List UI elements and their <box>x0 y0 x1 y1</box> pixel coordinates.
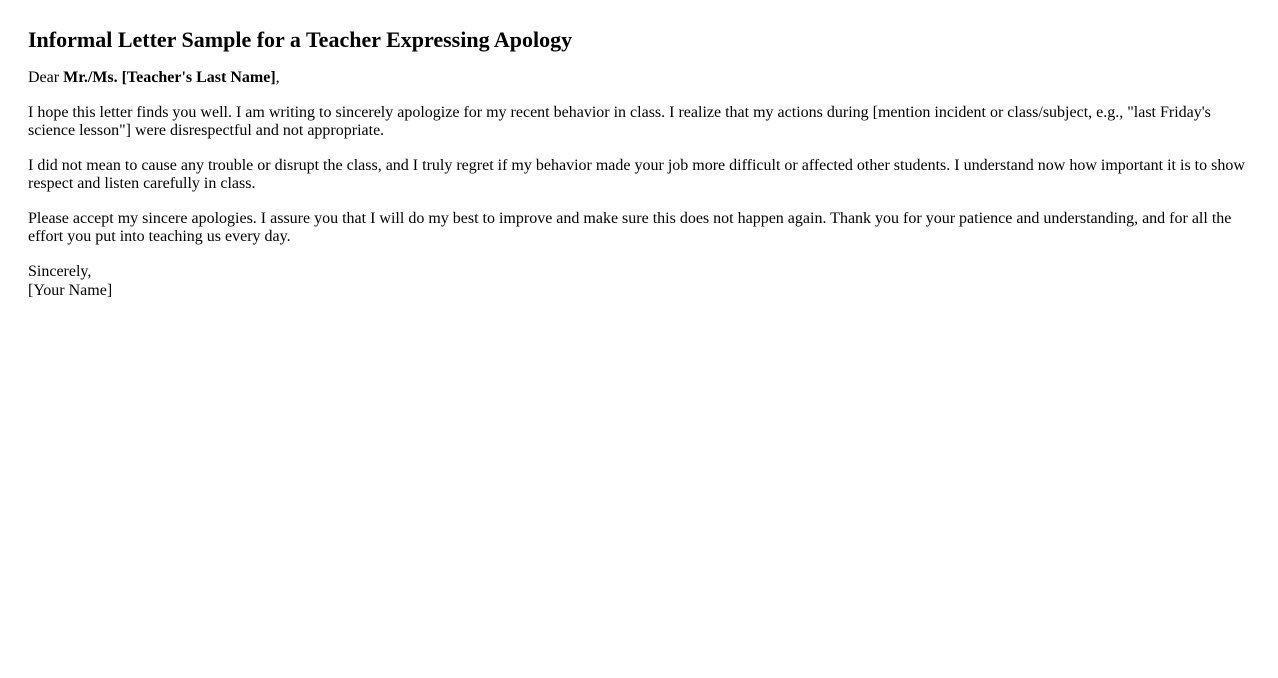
letter-document-page <box>0 28 1278 678</box>
salutation-prefix: Dear <box>28 69 64 87</box>
body-paragraph-3: Please accept my sincere apologies. I assure you that I will do my best to improve and make sure this does not happen again. Thank you for your patience and understanding, and for all the effort you put into teaching us every day. <box>28 209 1232 246</box>
salutation-line <box>28 69 1250 88</box>
body-paragraph-2: I did not mean to cause any trouble or disrupt the class, and I truly regret if my behavior made your job more difficult or affected other students. I understand now how important it is to show respect and listen carefully in class. <box>28 156 1245 193</box>
salutation-suffix: , <box>275 69 280 87</box>
signature-placeholder: [Your Name] <box>28 281 113 299</box>
closing-block <box>28 263 1250 300</box>
signoff-line: Sincerely, <box>28 263 92 281</box>
body-paragraph-1: I hope this letter finds you well. I am writing to sincerely apologize for my recent behavior in class. I realize that my actions during [mention incident or class/subject, e.g., "last Friday's science lesson"] were disrespectful and not appropriate. <box>28 103 1211 140</box>
page-title: Informal Letter Sample for a Teacher Expressing Apology <box>28 27 573 52</box>
recipient-placeholder: Mr./Ms. [Teacher's Last Name] <box>63 69 276 87</box>
